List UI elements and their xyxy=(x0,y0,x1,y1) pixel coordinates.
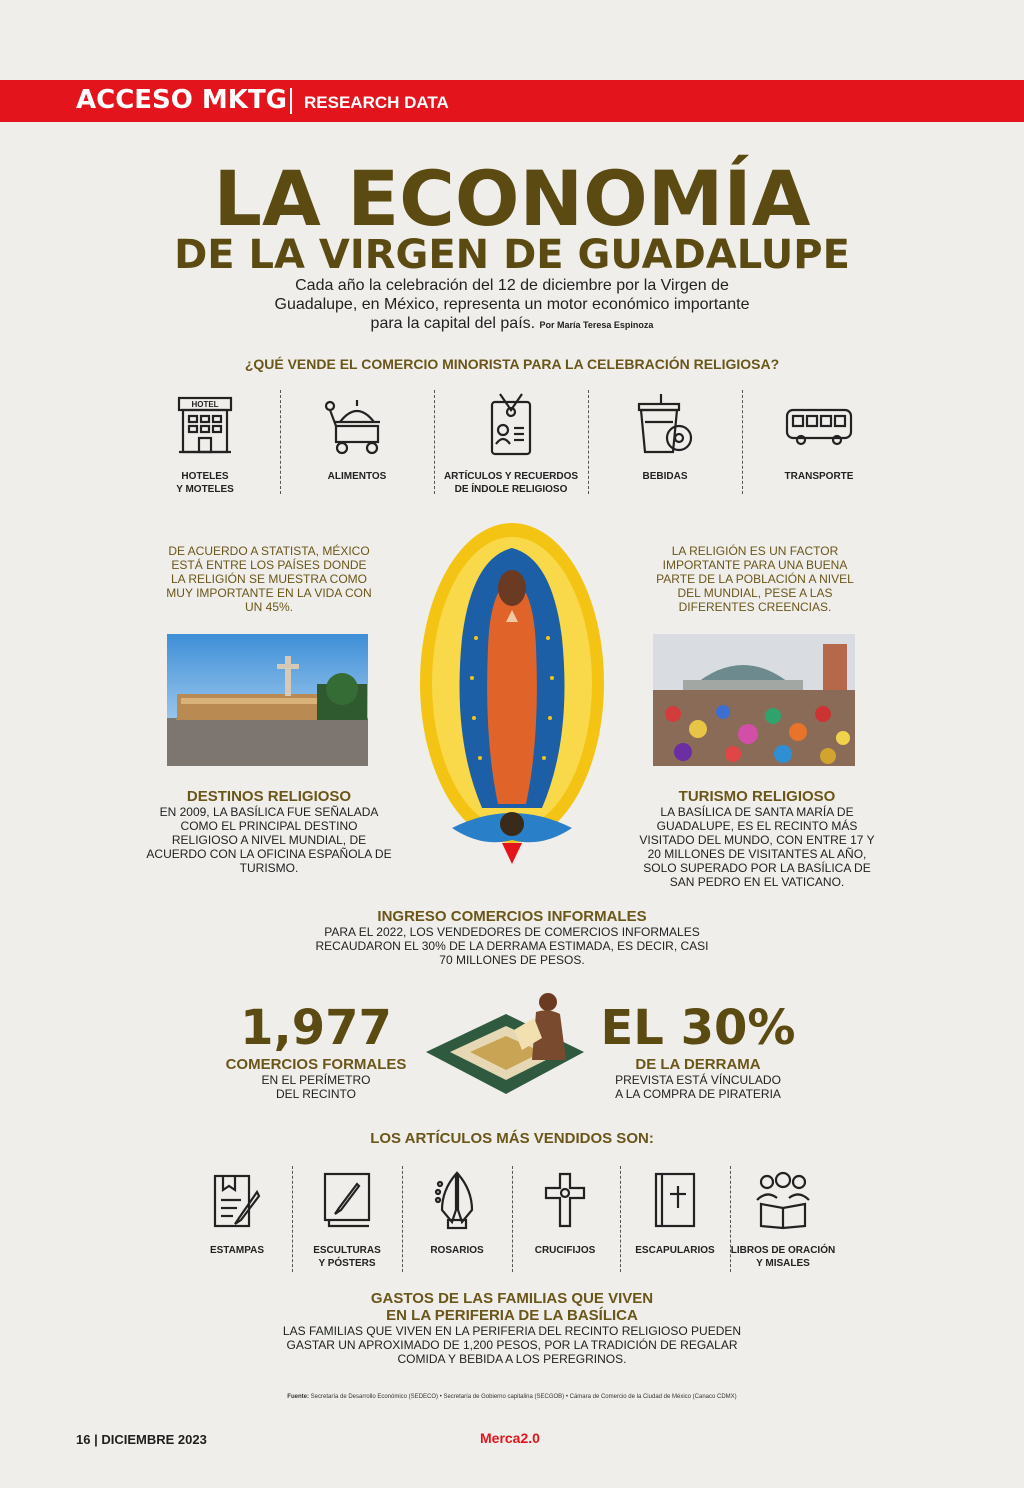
vendidos-item-label: CRUCIFIJOS xyxy=(534,1245,596,1256)
vendidos-item-label: ESTAMPAS xyxy=(209,1245,265,1256)
destinos-block xyxy=(146,788,392,875)
retail-item-label: TRANSPORTE xyxy=(784,471,854,482)
brand-name: ACCESO MKTG xyxy=(76,85,288,115)
divider xyxy=(280,390,281,494)
header-divider xyxy=(290,88,292,114)
stat-derrama-value: EL 30% xyxy=(600,1000,796,1056)
group-book-icon xyxy=(753,1170,813,1230)
intro-text xyxy=(262,276,762,335)
stat-derrama-text1: PREVISTA ESTÁ VÍNCULADO xyxy=(615,1073,781,1087)
divider xyxy=(742,390,743,494)
byline: Por María Teresa Espinoza xyxy=(539,320,654,330)
stat-formales-text2: DEL RECINTO xyxy=(275,1087,356,1101)
retail-item-drinks xyxy=(590,392,740,483)
religion-factor-text: LA RELIGIÓN ES UN FACTOR IMPORTANTE PARA UNA BUENA PARTE DE LA POBLACIÓN A NIVEL DEL MUNDIAL, PESE A LAS DIFERENTES CREENCIAS. xyxy=(656,544,854,614)
stat-formales-label: COMERCIOS FORMALES xyxy=(225,1056,407,1073)
note-pen-icon xyxy=(209,1170,265,1230)
turismo-block xyxy=(634,788,880,889)
retail-item-transport xyxy=(744,392,894,483)
drinks-icon xyxy=(633,392,697,456)
praying-hands-icon xyxy=(432,1170,482,1230)
vendidos-item-libros xyxy=(708,1170,858,1270)
section-name: RESEARCH DATA xyxy=(304,93,449,112)
retail-item-label: ARTÍCULOS Y RECUERDOS DE ÍNDOLE RELIGIOSO xyxy=(443,471,579,495)
stat-formales xyxy=(206,1000,426,1101)
turismo-text: LA BASÍLICA DE SANTA MARÍA DE GUADALUPE, ES EL RECINTO MÁS VISITADO DEL MUNDO, CON ENTRE 17 Y 20 MILLONES DE VISITANTES AL AÑO, SOLO SUPERADO POR LA BASÍLICA DE SAN PEDRO EN EL VATICANO. xyxy=(639,805,875,889)
informales-heading: INGRESO COMERCIOS INFORMALES xyxy=(377,908,647,925)
page-title: LA ECONOMÍA xyxy=(213,154,811,243)
divider xyxy=(588,390,589,494)
informales-block xyxy=(312,908,712,967)
stat-formales-value: 1,977 xyxy=(240,1000,392,1056)
destinos-heading: DESTINOS RELIGIOSO xyxy=(186,788,352,805)
retail-item-label: BEBIDAS xyxy=(642,471,688,482)
divider xyxy=(434,390,435,494)
gastos-text: LAS FAMILIAS QUE VIVEN EN LA PERIFERIA DEL RECINTO RELIGIOSO PUEDEN GASTAR UN APROXIMADO DE 1,200 PESOS, POR LA TRADICIÓN DE REGALAR COMIDA Y BEBIDA A LOS PEREGRINOS. xyxy=(282,1324,742,1366)
statista-text: DE ACUERDO A STATISTA, MÉXICO ESTÁ ENTRE LOS PAÍSES DONDE LA RELIGIÓN SE MUESTRA COMO MUY IMPORTANTE EN LA VIDA CON UN 45%. xyxy=(166,544,372,614)
stat-formales-text1: EN EL PERÍMETRO xyxy=(261,1073,371,1087)
cross-icon xyxy=(540,1170,590,1230)
retail-item-food xyxy=(282,392,432,483)
book-pen-icon xyxy=(319,1170,375,1230)
stat-derrama xyxy=(590,1000,806,1101)
festival-photo xyxy=(653,634,855,766)
merca-logo: Merca2.0 xyxy=(480,1430,540,1446)
retail-heading: ¿QUÉ VENDE EL COMERCIO MINORISTA PARA LA CELEBRACIÓN RELIGIOSA? xyxy=(244,356,780,372)
gastos-heading-1: GASTOS DE LAS FAMILIAS QUE VIVEN xyxy=(370,1290,654,1307)
basilica-photo xyxy=(167,634,368,766)
vendidos-heading: LOS ARTÍCULOS MÁS VENDIDOS SON: xyxy=(370,1130,654,1147)
stat-derrama-text2: A LA COMPRA DE PIRATERIA xyxy=(615,1087,781,1101)
retail-item-label: ALIMENTOS xyxy=(327,471,387,482)
destinos-text: EN 2009, LA BASÍLICA FUE SEÑALADA COMO EL PRINCIPAL DESTINO RELIGIOSO A NIVEL MUNDIAL, DE ACUERDO CON LA OFICINA ESPAÑOLA DE TURISMO. xyxy=(146,805,392,875)
retail-item-label: HOTELES Y MOTELES xyxy=(176,471,234,495)
hotel-icon xyxy=(175,392,235,456)
source-note: Fuente: Secretaría de Desarrollo Económico (SEDECO) • Secretaría de Gobierno capitalina (SECGOB) • Cámara de Comercio de la Ciudad de México (Canaco CDMX) xyxy=(287,1394,737,1400)
vendidos-item-label: ESCULTURAS Y PÓSTERS xyxy=(313,1245,381,1269)
food-cart-icon xyxy=(322,392,392,456)
bus-icon xyxy=(783,392,855,456)
vendidos-item-label: LIBROS DE ORACIÓN Y MISALES xyxy=(730,1245,836,1269)
gastos-heading-2: EN LA PERIFERIA DE LA BASÍLICA xyxy=(386,1307,638,1324)
page-subtitle: DE LA VIRGEN DE GUADALUPE xyxy=(174,232,850,278)
vendidos-item-label: ESCAPULARIOS xyxy=(635,1245,715,1256)
gastos-block xyxy=(262,1290,762,1366)
retail-item-souvenirs xyxy=(436,392,586,496)
vendor-illustration xyxy=(426,990,584,1108)
stat-derrama-label: DE LA DERRAMA xyxy=(635,1056,761,1073)
vendidos-item-label: ROSARIOS xyxy=(430,1245,484,1256)
header-bar xyxy=(0,80,1024,122)
badge-icon xyxy=(486,392,536,456)
retail-item-hotels xyxy=(130,392,280,496)
page-number: 16 | DICIEMBRE 2023 xyxy=(76,1432,207,1447)
informales-text: PARA EL 2022, LOS VENDEDORES DE COMERCIOS INFORMALES RECAUDARON EL 30% DE LA DERRAMA ESTIMADA, ES DECIR, CASI 70 MILLONES DE PESOS. xyxy=(315,925,709,967)
virgin-illustration xyxy=(412,518,612,866)
svg-text:HOTEL: HOTEL xyxy=(191,400,219,409)
bible-icon xyxy=(650,1170,700,1230)
turismo-heading: TURISMO RELIGIOSO xyxy=(678,788,836,805)
intro-body: Cada año la celebración del 12 de diciembre por la Virgen de Guadalupe, en México, representa un motor económico importante para la capital del país. xyxy=(274,277,750,332)
